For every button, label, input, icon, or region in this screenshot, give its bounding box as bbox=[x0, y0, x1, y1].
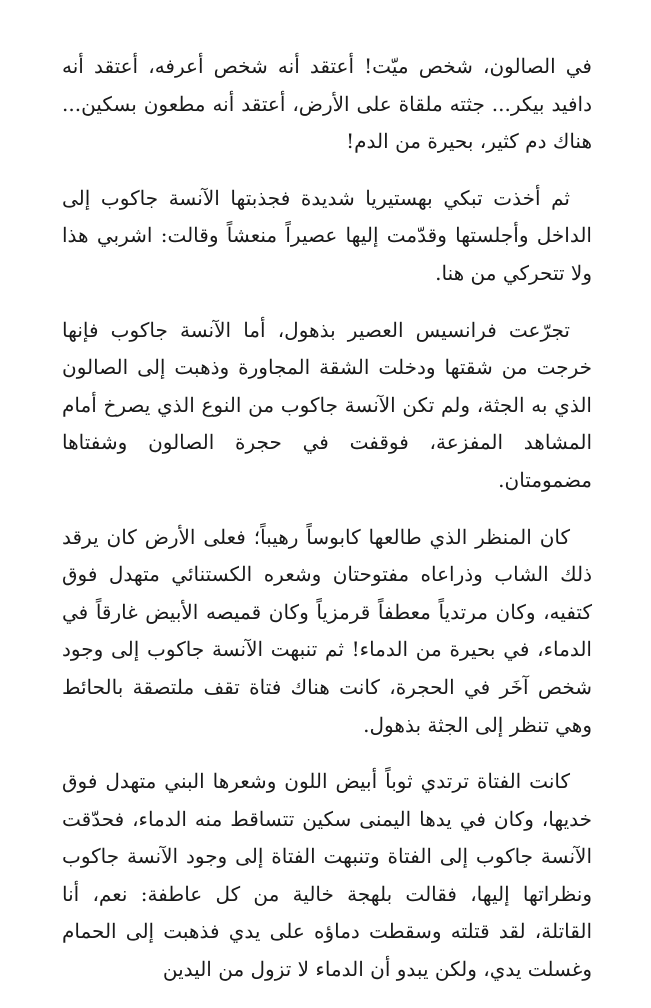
paragraph: تجرّعت فرانسيس العصير بذهول، أما الآنسة جاكوب فإنها خرجت من شقتها ودخلت الشقة المجاورة وذهبت إلى الصالون الذي به الجثة، ولم تكن الآنسة جاكوب من النوع الذي يصرخ أمام المشاهد المفزعة، فوقفت في حجرة الصالون وشفتاها مضمومتان. bbox=[62, 317, 592, 492]
book-page-text bbox=[62, 48, 592, 1008]
paragraph: كان المنظر الذي طالعها كابوساً رهيباً؛ فعلى الأرض كان يرقد ذلك الشاب وذراعاه مفتوحتان وشعره الكستنائي متهدل فوق كتفيه، وكان مرتدياً معطفاً قرمزياً وكان قميصه الأبيض غارقاً في الدماء، في بحيرة من الدماء! ثم تنبهت الآنسة جاكوب إلى وجود شخص آخَر في الحجرة، كانت هناك فتاة تقف ملتصقة بالحائط وهي تنظر إلى الجثة بذهول. bbox=[62, 524, 592, 737]
paragraph: كانت الفتاة ترتدي ثوباً أبيض اللون وشعرها البني متهدل فوق خديها، وكان في يدها اليمنى سكين تتساقط منه الدماء، فحدّقت الآنسة جاكوب إلى الفتاة وتنبهت الفتاة إلى وجود الآنسة جاكوب ونظراتها إليها، فقالت بلهجة خالية من كل عاطفة: نعم، أنا القاتلة، لقد قتلته وسقطت دماؤه على يدي فذهبت إلى الحمام وغسلت يدي، ولكن يبدو أن الدماء لا تزول من اليدين bbox=[62, 769, 592, 982]
paragraph: ثم أخذت تبكي بهستيريا شديدة فجذبتها الآنسة جاكوب إلى الداخل وأجلستها وقدّمت إليها عصيراً منعشاً وقالت: اشربي هذا ولا تتحركي من هنا. bbox=[62, 185, 592, 285]
paragraph: في الصالون، شخص ميّت! أعتقد أنه شخص أعرفه، أعتقد أنه دافيد بيكر... جثته ملقاة على الأرض، أعتقد أنه مطعون بسكين... هناك دم كثير، بحيرة من الدم! bbox=[62, 54, 592, 154]
